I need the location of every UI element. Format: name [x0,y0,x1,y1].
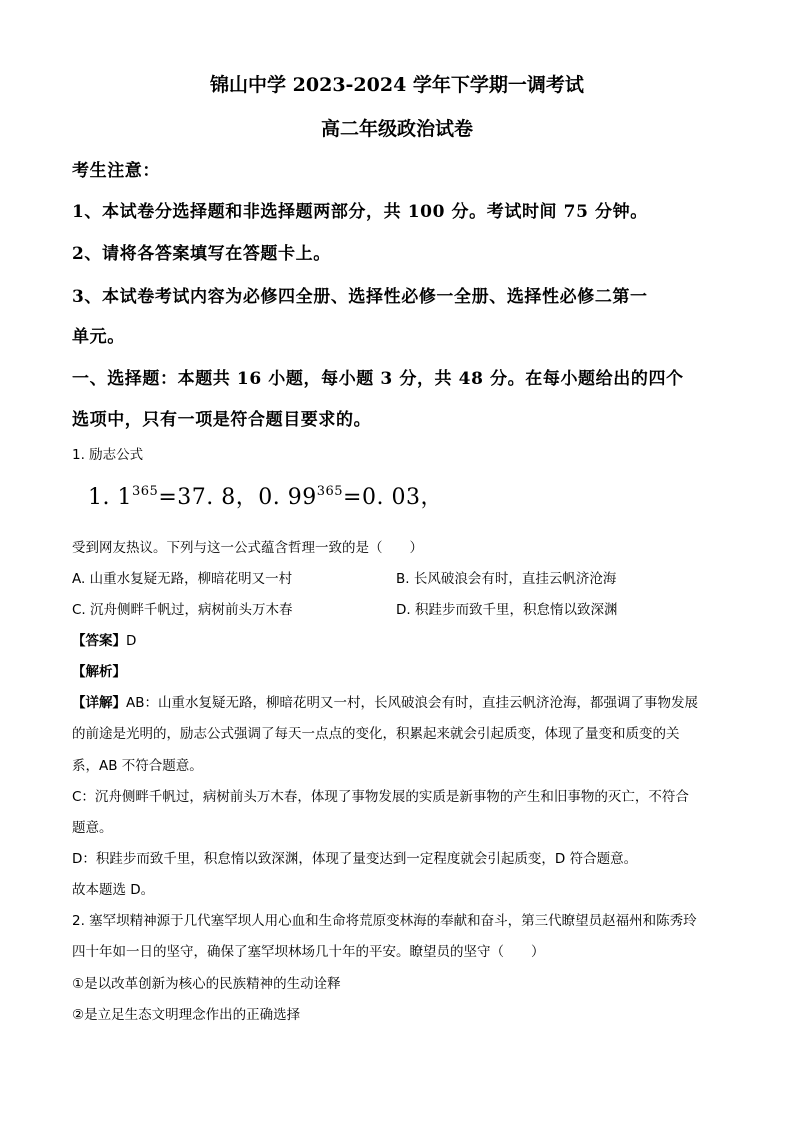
formula-a-exponent: 365 [131,484,159,499]
exam-title: 锦山中学 2023-2024 学年下学期一调考试 [210,74,584,96]
detail-text: AB：山重水复疑无路，柳暗花明又一村，长风破浪会有时，直挂云帆济沧海，都强调了事物发展 [126,695,698,711]
notice-item-2: 2、请将各答案填写在答题卡上。 [72,244,331,264]
section-1-heading: 一、选择题：本题共 16 小题，每小题 3 分，共 48 分。在每小题给出的四个 [72,369,684,389]
question-2-line-3: ①是以改革创新为核心的民族精神的生动诠释 [72,976,341,992]
answer-tag: 【答案】 [72,633,126,649]
question-2-line-1: 2. 塞罕坝精神源于几代塞罕坝人用心血和生命将荒原变林海的奉献和奋斗，第三代瞭望员赵福州和陈秀玲 [72,913,697,929]
question-1-stem: 受到网友热议。下列与这一公式蕴含哲理一致的是（ ） [72,540,423,556]
notice-item-1: 1、本试卷分选择题和非选择题两部分，共 100 分。考试时间 75 分钟。 [72,202,648,222]
detail-tag: 【详解】 [72,695,126,711]
question-2-line-4: ②是立足生态文明理念作出的正确选择 [72,1007,301,1023]
answer-value: D [126,633,137,649]
notice-item-3: 3、本试卷考试内容为必修四全册、选择性必修一全册、选择性必修二第一 [72,287,648,307]
question-1-answer [72,629,136,649]
formula-b-value: =0. 03， [343,485,443,510]
question-1-option-d: D. 积跬步而致千里，积怠惰以致深渊 [396,602,618,618]
question-1-option-c: C. 沉舟侧畔千帆过，病树前头万木春 [72,602,293,618]
question-1-detail-line-4: C：沉舟侧畔千帆过，病树前头万木春，体现了事物发展的实质是新事物的产生和旧事物的灭亡，不符合 [72,789,689,805]
notice-heading: 考生注意： [72,161,160,181]
analysis-tag: 【解析】 [72,664,126,680]
formula-a-base: 1. 1 [88,485,132,510]
question-1-intro: 1. 励志公式 [72,447,144,463]
question-1-formula [88,480,443,511]
question-2-line-2: 四十年如一日的坚守，确保了塞罕坝林场几十年的平安。瞭望员的坚守（ ） [72,944,545,960]
question-1-option-a: A. 山重水复疑无路，柳暗花明又一村 [72,571,293,587]
question-1-detail-line-3: 系，AB 不符合题意。 [72,758,203,774]
formula-b-base: 0. 99 [258,485,317,510]
question-1-detail-line-1 [72,691,698,711]
formula-a-value: =37. 8， [158,485,259,510]
exam-subtitle: 高二年级政治试卷 [320,118,473,140]
question-1-detail-line-7: 故本题选 D。 [72,882,155,898]
question-1-detail-line-5: 题意。 [72,820,113,836]
question-1-detail-line-2: 的前途是光明的，励志公式强调了每天一点点的变化，积累起来就会引起质变，体现了量变和质变的关 [72,726,680,742]
question-1-option-b: B. 长风破浪会有时，直挂云帆济沧海 [396,571,617,587]
formula-b-exponent: 365 [316,484,344,499]
question-1-analysis-tag [72,660,126,680]
section-1-heading-cont: 选项中，只有一项是符合题目要求的。 [72,410,372,430]
question-1-detail-line-6: D：积跬步而致千里，积怠惰以致深渊，体现了量变达到一定程度就会引起质变，D 符合题意。 [72,851,638,867]
notice-item-3-cont: 单元。 [72,327,125,347]
